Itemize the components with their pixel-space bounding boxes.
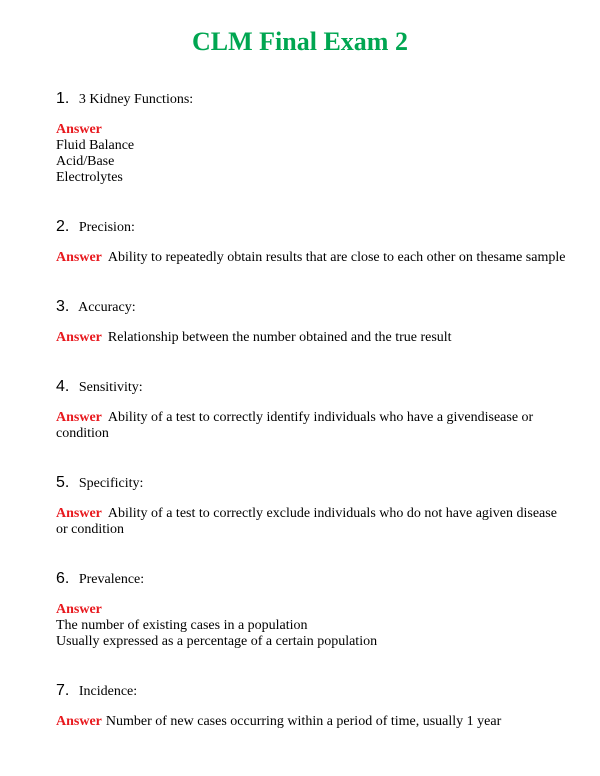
- answer-line: The number of existing cases in a population: [56, 618, 308, 633]
- question-number: 3.: [56, 298, 70, 315]
- question-2: [56, 218, 576, 236]
- answer-text: Ability of a test to correctly exclude individuals who do not have agiven disease: [107, 506, 557, 521]
- question-5: [56, 474, 576, 492]
- question-number: 6.: [56, 570, 70, 587]
- answer-label: Answer: [56, 250, 102, 265]
- answer-label: Answer: [56, 602, 102, 617]
- answer-line: Fluid Balance: [56, 138, 135, 153]
- answer-line: or condition: [56, 522, 125, 537]
- question-prompt: Sensitivity:: [78, 380, 143, 395]
- question-4: [56, 378, 576, 396]
- answer-label: Answer: [56, 122, 102, 137]
- question-7: [56, 682, 576, 700]
- answer-line: Usually expressed as a percentage of a certain population: [56, 634, 378, 649]
- page-title: CLM Final Exam 2: [192, 27, 408, 56]
- answer-line: condition: [56, 426, 109, 441]
- answer-label: Answer: [56, 410, 102, 425]
- answer-3: [56, 330, 566, 346]
- answer-line: [56, 506, 566, 522]
- question-prompt: Specificity:: [78, 476, 144, 491]
- question-prompt: Prevalence:: [78, 572, 145, 587]
- answer-5: [56, 506, 566, 538]
- question-prompt: Incidence:: [78, 684, 138, 699]
- answer-7: [56, 714, 566, 730]
- answer-label: Answer: [56, 714, 102, 729]
- question-prompt: Precision:: [78, 220, 135, 235]
- answer-text: Relationship between the number obtained and the true result: [107, 330, 452, 345]
- question-number: 2.: [56, 218, 70, 235]
- answer-text: Ability to repeatedly obtain results that are close to each other on thesame sample: [107, 250, 566, 265]
- answer-line: Electrolytes: [56, 170, 123, 185]
- question-prompt: Accuracy:: [78, 300, 136, 315]
- answer-line: Acid/Base: [56, 154, 115, 169]
- question-number: 7.: [56, 682, 70, 699]
- question-number: 1.: [56, 90, 70, 107]
- answer-label: Answer: [56, 330, 102, 345]
- answer-6: [56, 602, 566, 650]
- answer-line: [56, 410, 566, 426]
- question-6: [56, 570, 576, 588]
- question-prompt: 3 Kidney Functions:: [78, 92, 194, 107]
- question-3: [56, 298, 576, 316]
- question-number: 4.: [56, 378, 70, 395]
- question-1: [56, 90, 576, 108]
- answer-text: Ability of a test to correctly identify individuals who have a givendisease or: [107, 410, 534, 425]
- answer-text: Number of new cases occurring within a period of time, usually 1 year: [105, 714, 502, 729]
- answer-4: [56, 410, 566, 442]
- answer-2: [56, 250, 576, 266]
- answer-1: [56, 122, 566, 186]
- question-number: 5.: [56, 474, 70, 491]
- answer-label: Answer: [56, 506, 102, 521]
